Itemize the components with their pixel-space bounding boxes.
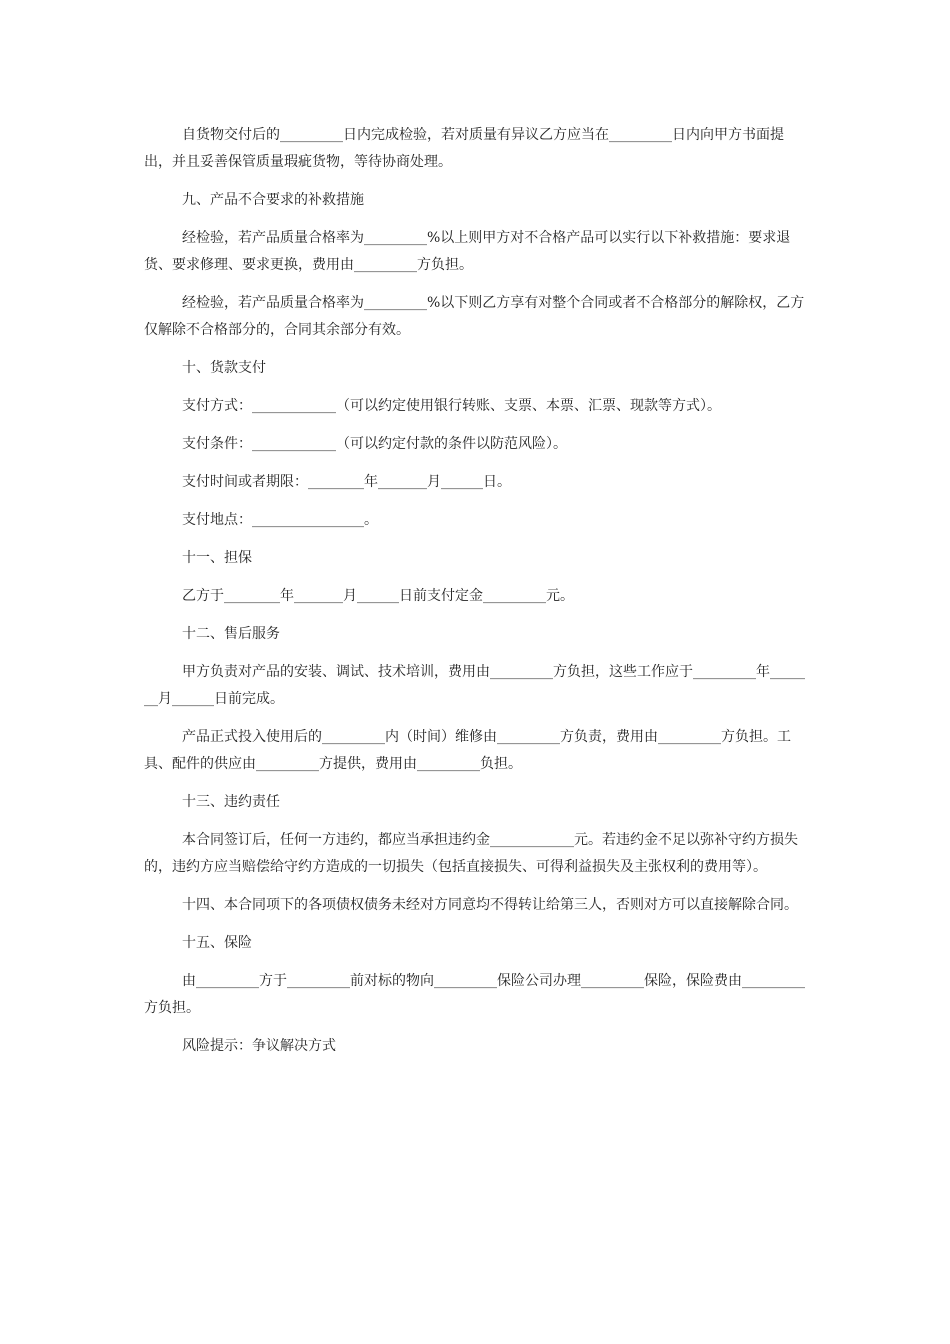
heading-section-9: 九、产品不合要求的补救措施 <box>182 192 364 208</box>
document-body <box>144 122 806 1060</box>
paragraph-breach: 本合同签订后，任何一方违约，都应当承担违约金____________元。若违约金不足以弥补守约方损失的，违约方应当赔偿给守约方造成的一切损失（包括直接损失、可得利益损失及主张权利的费用等）。 <box>144 832 798 875</box>
heading-section-12: 十二、售后服务 <box>182 626 280 642</box>
heading-section-10: 十、货款支付 <box>182 360 266 376</box>
heading-risk-notice: 风险提示：争议解决方式 <box>182 1038 336 1054</box>
paragraph-payment-method: 支付方式：____________（可以约定使用银行转账、支票、本票、汇票、现款等方式）。 <box>182 398 721 414</box>
heading-section-15: 十五、保险 <box>182 935 252 951</box>
paragraph-payment-condition: 支付条件：____________（可以约定付款的条件以防范风险）。 <box>182 436 567 452</box>
paragraph-payment-place: 支付地点：________________。 <box>182 512 378 528</box>
paragraph-payment-time: 支付时间或者期限：________年_______月______日。 <box>182 474 511 490</box>
heading-section-13: 十三、违约责任 <box>182 794 280 810</box>
paragraph-remedy-above: 经检验，若产品质量合格率为_________%以上则甲方对不合格产品可以实行以下补救措施：要求退货、要求修理、要求更换，费用由_________方负担。 <box>144 230 791 273</box>
heading-section-11: 十一、担保 <box>182 550 252 566</box>
paragraph-insurance: 由_________方于_________前对标的物向_________保险公司办理_________保险，保险费由_________方负担。 <box>144 973 805 1016</box>
paragraph-remedy-below: 经检验，若产品质量合格率为_________%以下则乙方享有对整个合同或者不合格部分的解除权，乙方仅解除不合格部分的，合同其余部分有效。 <box>144 295 805 338</box>
paragraph-installation: 甲方负责对产品的安装、调试、技术培训，费用由_________方负担，这些工作应于_________年_______月______日前完成。 <box>144 664 805 707</box>
paragraph-inspection: 自货物交付后的_________日内完成检验，若对质量有异议乙方应当在_________日内向甲方书面提出，并且妥善保管质量瑕疵货物，等待协商处理。 <box>144 127 784 170</box>
paragraph-maintenance: 产品正式投入使用后的_________内（时间）维修由_________方负责，费用由_________方负担。工具、配件的供应由_________方提供，费用由_________负担。 <box>144 729 791 772</box>
paragraph-section-14: 十四、本合同项下的各项债权债务未经对方同意均不得转让给第三人，否则对方可以直接解除合同。 <box>182 897 798 913</box>
paragraph-deposit: 乙方于________年_______月______日前支付定金_________元。 <box>182 588 574 604</box>
